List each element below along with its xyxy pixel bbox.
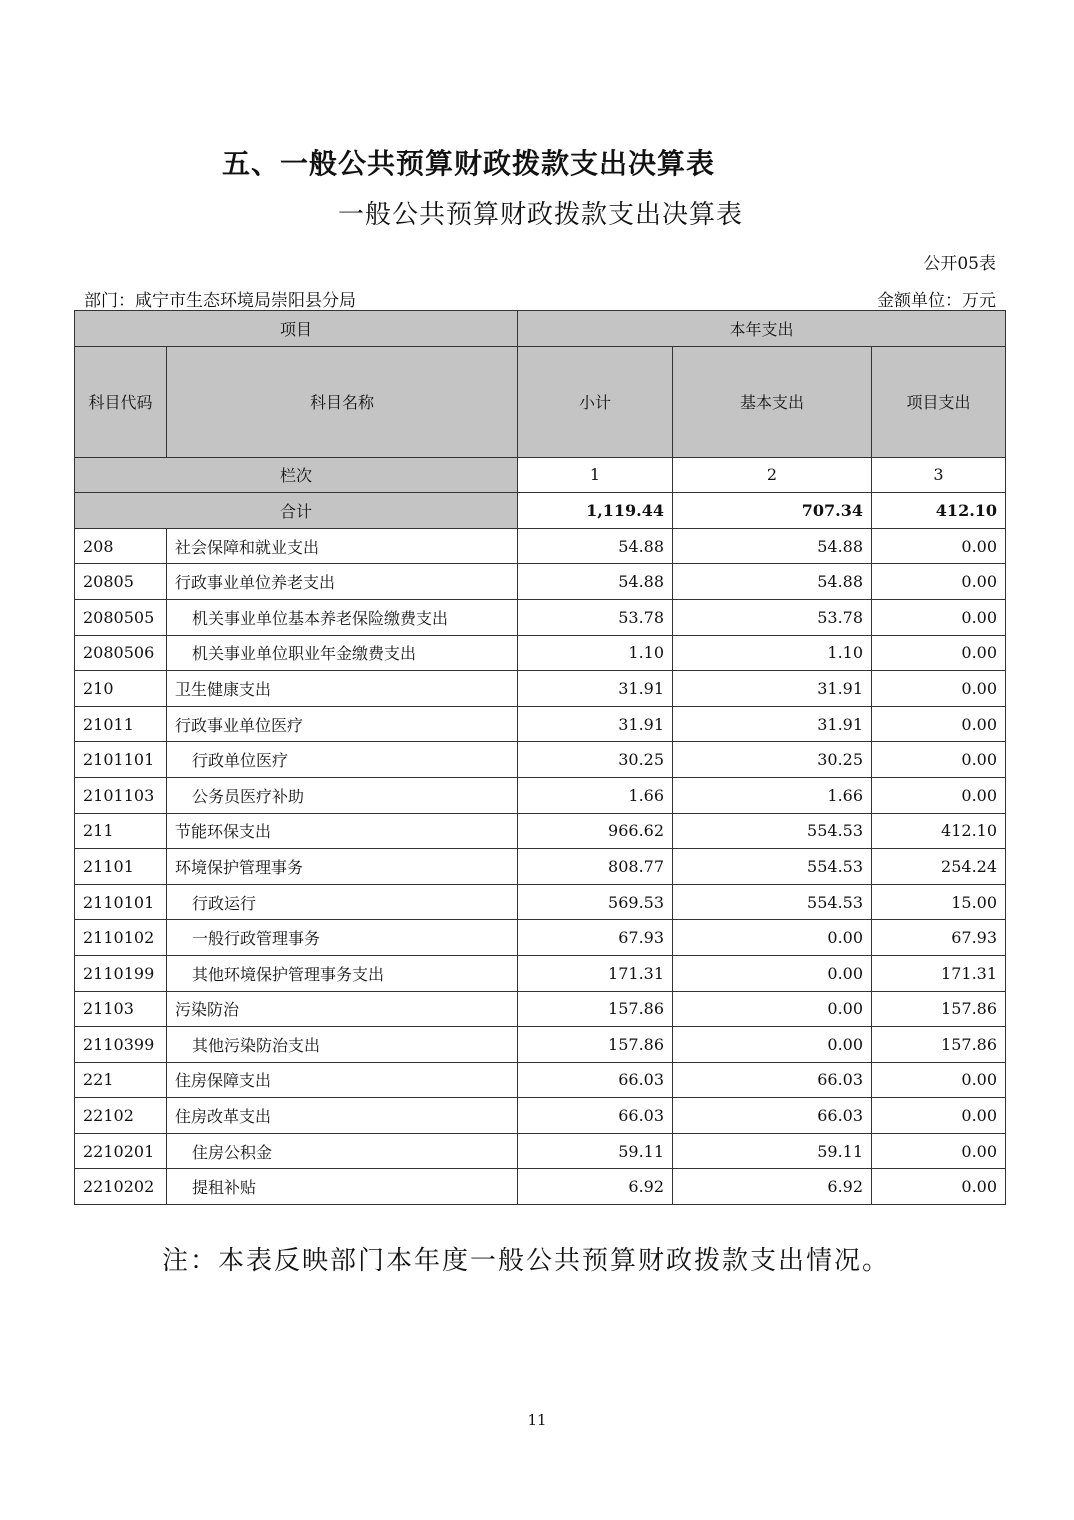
row-name: 其他污染防治支出 bbox=[167, 1027, 518, 1063]
row-project: 0.00 bbox=[872, 1169, 1006, 1205]
row-code: 208 bbox=[75, 528, 167, 564]
row-basic: 554.53 bbox=[673, 813, 872, 849]
row-subtotal: 30.25 bbox=[518, 742, 673, 778]
row-project: 0.00 bbox=[872, 599, 1006, 635]
row-subtotal: 54.88 bbox=[518, 528, 673, 564]
total-project: 412.10 bbox=[872, 493, 1006, 529]
table-note: 注：本表反映部门本年度一般公共预算财政拨款支出情况。 bbox=[162, 1246, 891, 1276]
row-name: 公务员医疗补助 bbox=[167, 777, 518, 813]
table-row bbox=[75, 599, 1006, 635]
header-row-2 bbox=[75, 346, 1006, 457]
table-row bbox=[75, 991, 1006, 1027]
row-basic: 554.53 bbox=[673, 884, 872, 920]
row-code: 2101101 bbox=[75, 742, 167, 778]
row-name: 污染防治 bbox=[167, 991, 518, 1027]
row-subtotal: 157.86 bbox=[518, 1027, 673, 1063]
row-project: 15.00 bbox=[872, 884, 1006, 920]
row-code: 2210202 bbox=[75, 1169, 167, 1205]
table-row bbox=[75, 813, 1006, 849]
row-code: 2080505 bbox=[75, 599, 167, 635]
row-basic: 0.00 bbox=[673, 991, 872, 1027]
row-subtotal: 1.66 bbox=[518, 777, 673, 813]
row-basic: 59.11 bbox=[673, 1133, 872, 1169]
row-subtotal: 67.93 bbox=[518, 920, 673, 956]
column-index-label: 栏次 bbox=[75, 457, 518, 493]
table-row bbox=[75, 742, 1006, 778]
row-code: 210 bbox=[75, 671, 167, 707]
table-row bbox=[75, 1098, 1006, 1134]
form-code: 公开05表 bbox=[923, 254, 996, 274]
row-code: 2110399 bbox=[75, 1027, 167, 1063]
table-row bbox=[75, 671, 1006, 707]
row-code: 21101 bbox=[75, 849, 167, 885]
header-basic: 基本支出 bbox=[673, 346, 872, 457]
row-basic: 53.78 bbox=[673, 599, 872, 635]
row-subtotal: 966.62 bbox=[518, 813, 673, 849]
row-project: 0.00 bbox=[872, 1133, 1006, 1169]
row-project: 412.10 bbox=[872, 813, 1006, 849]
column-index-1: 1 bbox=[518, 457, 673, 493]
row-code: 2110101 bbox=[75, 884, 167, 920]
row-basic: 1.10 bbox=[673, 635, 872, 671]
unit-label: 金额单位：万元 bbox=[877, 291, 996, 311]
page-title: 五、一般公共预算财政拨款支出决算表 bbox=[222, 147, 716, 180]
row-name: 住房保障支出 bbox=[167, 1062, 518, 1098]
row-project: 0.00 bbox=[872, 777, 1006, 813]
total-subtotal: 1,119.44 bbox=[518, 493, 673, 529]
row-project: 0.00 bbox=[872, 564, 1006, 600]
row-subtotal: 59.11 bbox=[518, 1133, 673, 1169]
table-row bbox=[75, 955, 1006, 991]
header-code: 科目代码 bbox=[75, 346, 167, 457]
row-code: 20805 bbox=[75, 564, 167, 600]
row-name: 行政单位医疗 bbox=[167, 742, 518, 778]
row-name: 行政运行 bbox=[167, 884, 518, 920]
row-code: 2210201 bbox=[75, 1133, 167, 1169]
row-project: 0.00 bbox=[872, 706, 1006, 742]
table-row bbox=[75, 884, 1006, 920]
row-subtotal: 6.92 bbox=[518, 1169, 673, 1205]
row-name: 住房改革支出 bbox=[167, 1098, 518, 1134]
row-basic: 54.88 bbox=[673, 528, 872, 564]
row-subtotal: 171.31 bbox=[518, 955, 673, 991]
total-basic: 707.34 bbox=[673, 493, 872, 529]
expense-table bbox=[74, 310, 1006, 1205]
row-name: 住房公积金 bbox=[167, 1133, 518, 1169]
row-project: 254.24 bbox=[872, 849, 1006, 885]
row-subtotal: 808.77 bbox=[518, 849, 673, 885]
column-index-row bbox=[75, 457, 1006, 493]
row-subtotal: 569.53 bbox=[518, 884, 673, 920]
row-basic: 0.00 bbox=[673, 920, 872, 956]
row-project: 0.00 bbox=[872, 1062, 1006, 1098]
table-row bbox=[75, 564, 1006, 600]
row-basic: 554.53 bbox=[673, 849, 872, 885]
table-row bbox=[75, 528, 1006, 564]
header-name: 科目名称 bbox=[167, 346, 518, 457]
row-project: 0.00 bbox=[872, 1098, 1006, 1134]
header-row-1 bbox=[75, 311, 1006, 347]
row-project: 0.00 bbox=[872, 671, 1006, 707]
row-name: 节能环保支出 bbox=[167, 813, 518, 849]
row-code: 2110102 bbox=[75, 920, 167, 956]
row-basic: 0.00 bbox=[673, 1027, 872, 1063]
row-code: 21103 bbox=[75, 991, 167, 1027]
row-basic: 31.91 bbox=[673, 671, 872, 707]
table-row bbox=[75, 1169, 1006, 1205]
table-row bbox=[75, 1133, 1006, 1169]
row-subtotal: 31.91 bbox=[518, 706, 673, 742]
table-row bbox=[75, 1062, 1006, 1098]
row-basic: 54.88 bbox=[673, 564, 872, 600]
row-code: 2080506 bbox=[75, 635, 167, 671]
row-project: 0.00 bbox=[872, 635, 1006, 671]
row-basic: 66.03 bbox=[673, 1098, 872, 1134]
row-basic: 6.92 bbox=[673, 1169, 872, 1205]
row-project: 157.86 bbox=[872, 991, 1006, 1027]
page-number: 11 bbox=[527, 1411, 547, 1429]
row-name: 提租补贴 bbox=[167, 1169, 518, 1205]
row-code: 211 bbox=[75, 813, 167, 849]
total-label: 合计 bbox=[75, 493, 518, 529]
header-item: 项目 bbox=[75, 311, 518, 347]
row-name: 机关事业单位职业年金缴费支出 bbox=[167, 635, 518, 671]
row-name: 社会保障和就业支出 bbox=[167, 528, 518, 564]
column-index-3: 3 bbox=[872, 457, 1006, 493]
row-name: 一般行政管理事务 bbox=[167, 920, 518, 956]
row-name: 卫生健康支出 bbox=[167, 671, 518, 707]
row-subtotal: 54.88 bbox=[518, 564, 673, 600]
row-basic: 30.25 bbox=[673, 742, 872, 778]
row-project: 171.31 bbox=[872, 955, 1006, 991]
row-code: 22102 bbox=[75, 1098, 167, 1134]
row-subtotal: 66.03 bbox=[518, 1098, 673, 1134]
table-row bbox=[75, 635, 1006, 671]
row-name: 机关事业单位基本养老保险缴费支出 bbox=[167, 599, 518, 635]
table-title: 一般公共预算财政拨款支出决算表 bbox=[338, 200, 744, 230]
row-subtotal: 53.78 bbox=[518, 599, 673, 635]
table-row bbox=[75, 1027, 1006, 1063]
total-row bbox=[75, 493, 1006, 529]
row-subtotal: 66.03 bbox=[518, 1062, 673, 1098]
row-subtotal: 157.86 bbox=[518, 991, 673, 1027]
row-basic: 66.03 bbox=[673, 1062, 872, 1098]
header-project: 项目支出 bbox=[872, 346, 1006, 457]
row-code: 21011 bbox=[75, 706, 167, 742]
table-row bbox=[75, 777, 1006, 813]
row-code: 2110199 bbox=[75, 955, 167, 991]
table-row bbox=[75, 706, 1006, 742]
row-basic: 31.91 bbox=[673, 706, 872, 742]
row-basic: 1.66 bbox=[673, 777, 872, 813]
row-project: 0.00 bbox=[872, 528, 1006, 564]
row-name: 行政事业单位医疗 bbox=[167, 706, 518, 742]
row-subtotal: 1.10 bbox=[518, 635, 673, 671]
department-label: 部门：咸宁市生态环境局崇阳县分局 bbox=[84, 291, 356, 311]
row-project: 157.86 bbox=[872, 1027, 1006, 1063]
table-row bbox=[75, 920, 1006, 956]
row-name: 行政事业单位养老支出 bbox=[167, 564, 518, 600]
row-subtotal: 31.91 bbox=[518, 671, 673, 707]
row-basic: 0.00 bbox=[673, 955, 872, 991]
row-name: 环境保护管理事务 bbox=[167, 849, 518, 885]
table-row bbox=[75, 849, 1006, 885]
row-project: 67.93 bbox=[872, 920, 1006, 956]
header-subtotal: 小计 bbox=[518, 346, 673, 457]
column-index-2: 2 bbox=[673, 457, 872, 493]
row-code: 221 bbox=[75, 1062, 167, 1098]
row-name: 其他环境保护管理事务支出 bbox=[167, 955, 518, 991]
header-current-year-expense: 本年支出 bbox=[518, 311, 1006, 347]
row-code: 2101103 bbox=[75, 777, 167, 813]
row-project: 0.00 bbox=[872, 742, 1006, 778]
